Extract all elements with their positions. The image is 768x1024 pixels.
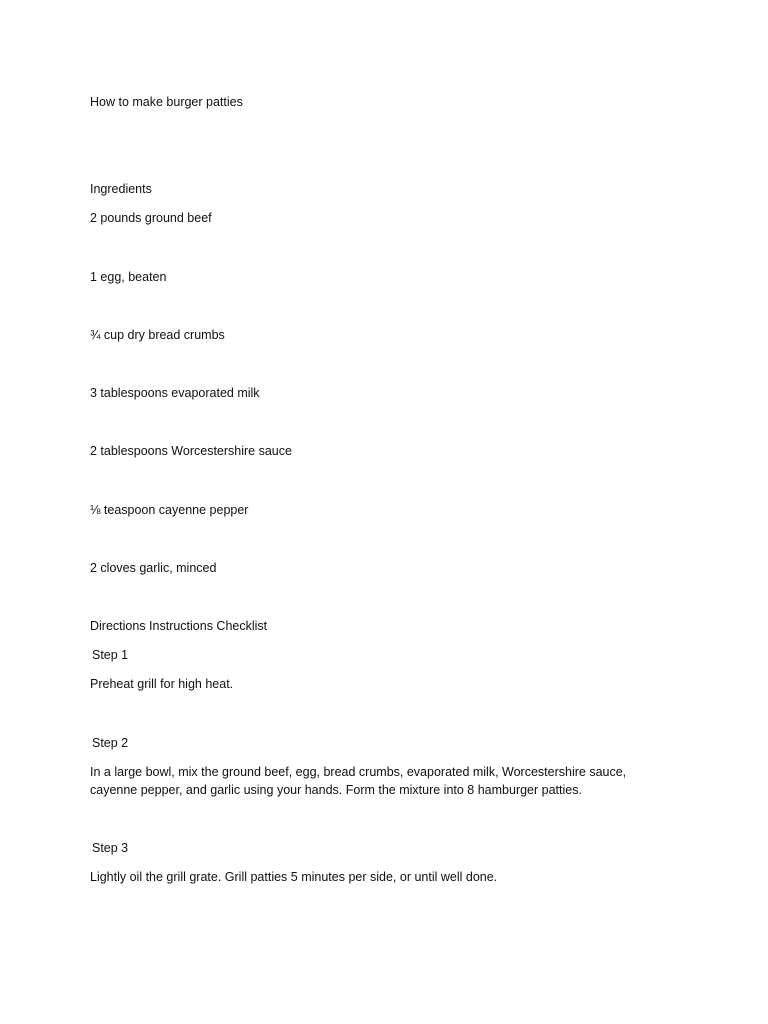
ingredient-item: ⅛ teaspoon cayenne pepper [90, 503, 249, 517]
step-label: Step 3 [92, 841, 129, 855]
ingredient-item: 1 egg, beaten [90, 270, 167, 284]
ingredients-heading: Ingredients [90, 182, 152, 196]
step-label: Step 2 [92, 736, 129, 750]
ingredient-item: 3 tablespoons evaporated milk [90, 386, 260, 400]
step-text: Lightly oil the grill grate. Grill patties 5 minutes per side, or until well done. [90, 870, 498, 884]
ingredient-item: 2 cloves garlic, minced [90, 561, 217, 575]
ingredient-item: 2 tablespoons Worcestershire sauce [90, 444, 292, 458]
step-text: In a large bowl, mix the ground beef, egg, bread crumbs, evaporated milk, Worcestershire sauce, cayenne pepper, and garlic using your hands. Form the mixture into 8 hamburger patties. [90, 765, 627, 797]
ingredient-item: ¾ cup dry bread crumbs [90, 328, 225, 342]
step-label: Step 1 [92, 648, 129, 662]
step-text: Preheat grill for high heat. [90, 677, 234, 691]
ingredient-item: 2 pounds ground beef [90, 211, 212, 225]
directions-heading: Directions Instructions Checklist [90, 619, 268, 633]
document-title: How to make burger patties [90, 95, 243, 109]
